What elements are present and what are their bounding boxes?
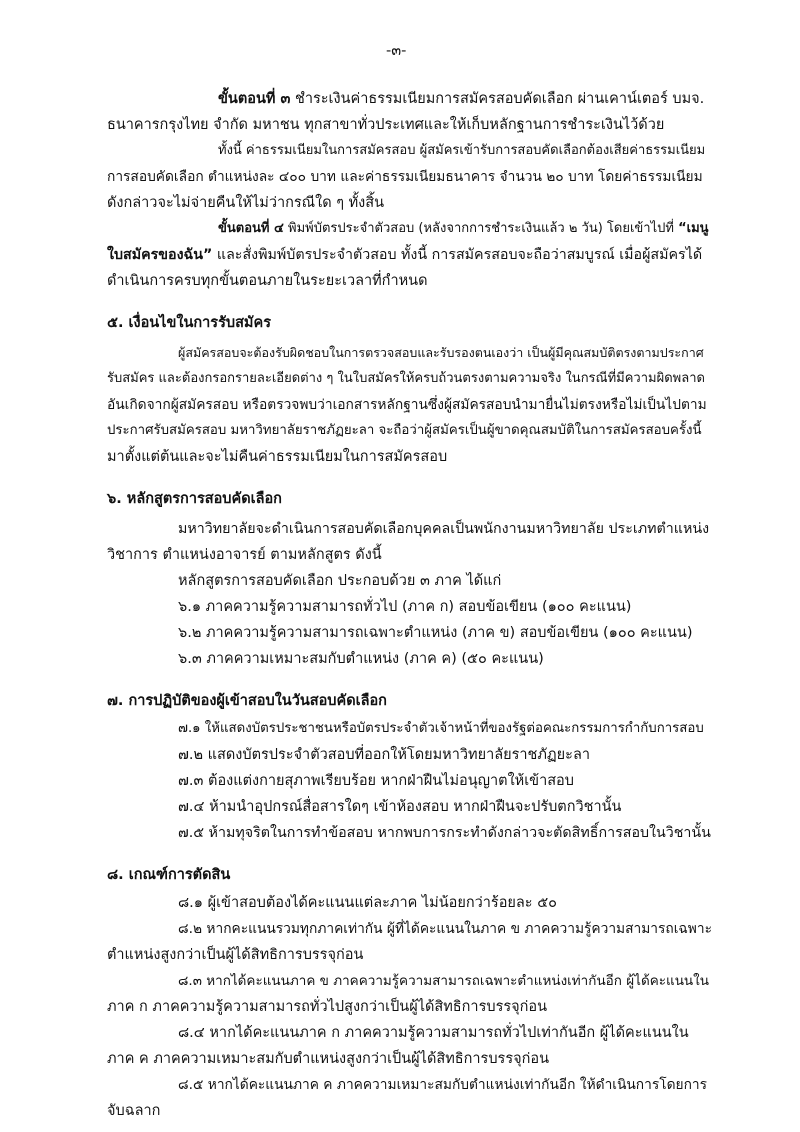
step4-line1 bbox=[218, 216, 709, 242]
sec6-item: ๖.๒ ภาคความรู้ความสามารถเฉพาะตำแหน่ง (ภาค ข) สอบข้อเขียน (๑๐๐ คะแนน) bbox=[178, 625, 693, 641]
page-number: -๓- bbox=[386, 43, 407, 59]
sec6-item: ๖.๓ ภาคความเหมาะสมกับตำแหน่ง (ภาค ค) (๕๐ คะแนน) bbox=[178, 651, 544, 667]
sec8-item2-line2: ตำแหน่งสูงกว่าเป็นผู้ได้สิทธิการบรรจุก่อน bbox=[107, 947, 364, 963]
sec6-item: ๖.๑ ภาคความรู้ความสามารถทั่วไป (ภาค ก) สอบข้อเขียน (๑๐๐ คะแนน) bbox=[178, 599, 632, 615]
sec7-item: ๗.๑ ให้แสดงบัตรประชาชนหรือบัตรประจำตัวเจ้าหน้าที่ของรัฐต่อคณะกรรมการกำกับการสอบ bbox=[178, 721, 704, 736]
fee-note-line3: ดังกล่าวจะไม่จ่ายคืนให้ไม่ว่ากรณีใด ๆ ทั้งสิ้น bbox=[107, 195, 385, 211]
sec6-intro3: หลักสูตรการสอบคัดเลือก ประกอบด้วย ๓ ภาค ได้แก่ bbox=[178, 573, 502, 589]
sec5-heading: ๕. เงื่อนไขในการรับสมัคร bbox=[107, 315, 271, 331]
sec6-intro1: มหาวิทยาลัยจะดำเนินการสอบคัดเลือกบุคคลเป็นพนักงานมหาวิทยาลัย ประเภทตำแหน่ง bbox=[178, 521, 710, 537]
sec7-heading: ๗. การปฏิบัติของผู้เข้าสอบในวันสอบคัดเลือก bbox=[107, 693, 387, 709]
step4-menu-open: “เมนู bbox=[678, 221, 709, 236]
sec8-item5-line2: จับฉลาก bbox=[107, 1103, 161, 1119]
sec5-line: มาตั้งแต่ต้นและจะไม่คืนค่าธรรมเนียมในการสมัครสอบ bbox=[107, 449, 448, 465]
sec7-item: ๗.๓ ต้องแต่งกายสุภาพเรียบร้อย หากฝ่าฝืนไม่อนุญาตให้เข้าสอบ bbox=[178, 773, 574, 789]
sec8-item5-line1: ๘.๕ หากได้คะแนนภาค ค ภาคความเหมาะสมกับตำแหน่งเท่ากันอีก ให้ดำเนินการโดยการ bbox=[178, 1077, 708, 1093]
sec8-item4-line2: ภาค ค ภาคความเหมาะสมกับตำแหน่งสูงกว่าเป็นผู้ได้สิทธิการบรรจุก่อน bbox=[107, 1051, 550, 1067]
sec5-line: ผู้สมัครสอบจะต้องรับผิดชอบในการตรวจสอบและรับรองตนเองว่า เป็นผู้มีคุณสมบัติตรงตามประกาศ bbox=[178, 345, 704, 360]
sec8-item3-line2: ภาค ก ภาคความรู้ความสามารถทั่วไปสูงกว่าเป็นผู้ได้สิทธิการบรรจุก่อน bbox=[107, 999, 548, 1015]
step4-line3: ดำเนินการครบทุกขั้นตอนภายในระยะเวลาที่กำหนด bbox=[107, 273, 428, 289]
step3-line2: ธนาคารกรุงไทย จำกัด มหาชน ทุกสาขาทั่วประเทศและให้เก็บหลักฐานการชำระเงินไว้ด้วย bbox=[107, 117, 665, 133]
sec5-line: ประกาศรับสมัครสอบ มหาวิทยาลัยราชภัฏยะลา จะถือว่าผู้สมัครเป็นผู้ขาดคุณสมบัติในการสมัครสอบครั้งนี้ bbox=[107, 423, 702, 438]
sec8-item2-line1: ๘.๒ หากคะแนนรวมทุกภาคเท่ากัน ผู้ที่ได้คะแนนในภาค ข ภาคความรู้ความสามารถเฉพาะ bbox=[178, 921, 712, 937]
sec8-item1: ๘.๑ ผู้เข้าสอบต้องได้คะแนนแต่ละภาค ไม่น้อยกว่าร้อยละ ๕๐ bbox=[178, 895, 558, 911]
sec5-line: รับสมัคร และต้องกรอกรายละเอียดต่าง ๆ ในใบสมัครให้ครบถ้วนตรงตามความจริง ในกรณีที่มีความผิดพลาด bbox=[107, 371, 705, 386]
step4-menu-close: ใบสมัครของฉัน” bbox=[107, 247, 213, 263]
step3-line1 bbox=[218, 86, 704, 112]
fee-note-line1: ทั้งนี้ ค่าธรรมเนียมในการสมัครสอบ ผู้สมัครเข้ารับการสอบคัดเลือกต้องเสียค่าธรรมเนียม bbox=[218, 143, 706, 158]
sec7-item: ๗.๒ แสดงบัตรประจำตัวสอบที่ออกให้โดยมหาวิทยาลัยราชภัฏยะลา bbox=[178, 747, 590, 763]
sec5-line: อันเกิดจากผู้สมัครสอบ หรือตรวจพบว่าเอกสารหลักฐานซึ่งผู้สมัครสอบนำมายื่นไม่ตรงหรือไม่เป็นไปตาม bbox=[107, 397, 707, 413]
step4-text-a: พิมพ์บัตรประจำตัวสอบ (หลังจากการชำระเงินแล้ว ๒ วัน) โดยเข้าไปที่ bbox=[288, 221, 674, 236]
step4-label: ขั้นตอนที่ ๔ bbox=[218, 221, 284, 236]
fee-note-line2: การสอบคัดเลือก ตำแหน่งละ ๔๐๐ บาท และค่าธรรมเนียมธนาคาร จำนวน ๒๐ บาท โดยค่าธรรมเนียม bbox=[107, 169, 703, 185]
step4-line2 bbox=[107, 242, 702, 268]
step4-text-b: และสั่งพิมพ์บัตรประจำตัวสอบ ทั้งนี้ การสมัครสอบจะถือว่าสมบูรณ์ เมื่อผู้สมัครได้ bbox=[216, 247, 703, 263]
sec7-item: ๗.๔ ห้ามนำอุปกรณ์สื่อสารใดๆ เข้าห้องสอบ หากฝ่าฝืนจะปรับตกวิชานั้น bbox=[178, 799, 622, 815]
step3-text: ชำระเงินค่าธรรมเนียมการสมัครสอบคัดเลือก ผ่านเคาน์เตอร์ บมจ. bbox=[295, 91, 705, 107]
sec8-item3-line1: ๘.๓ หากได้คะแนนภาค ข ภาคความรู้ความสามารถเฉพาะตำแหน่งเท่ากันอีก ผู้ได้คะแนนใน bbox=[178, 973, 709, 989]
step3-label: ขั้นตอนที่ ๓ bbox=[218, 91, 291, 107]
sec8-item4-line1: ๘.๔ หากได้คะแนนภาค ก ภาคความรู้ความสามารถทั่วไปเท่ากันอีก ผู้ได้คะแนนใน bbox=[178, 1025, 689, 1041]
sec7-item: ๗.๕ ห้ามทุจริตในการทำข้อสอบ หากพบการกระทำดังกล่าวจะตัดสิทธิ์การสอบในวิชานั้น bbox=[178, 825, 711, 841]
sec6-heading: ๖. หลักสูตรการสอบคัดเลือก bbox=[107, 491, 282, 507]
sec6-intro2: วิชาการ ตำแหน่งอาจารย์ ตามหลักสูตร ดังนี้ bbox=[107, 547, 382, 563]
sec8-heading: ๘. เกณฑ์การตัดสิน bbox=[107, 867, 231, 883]
